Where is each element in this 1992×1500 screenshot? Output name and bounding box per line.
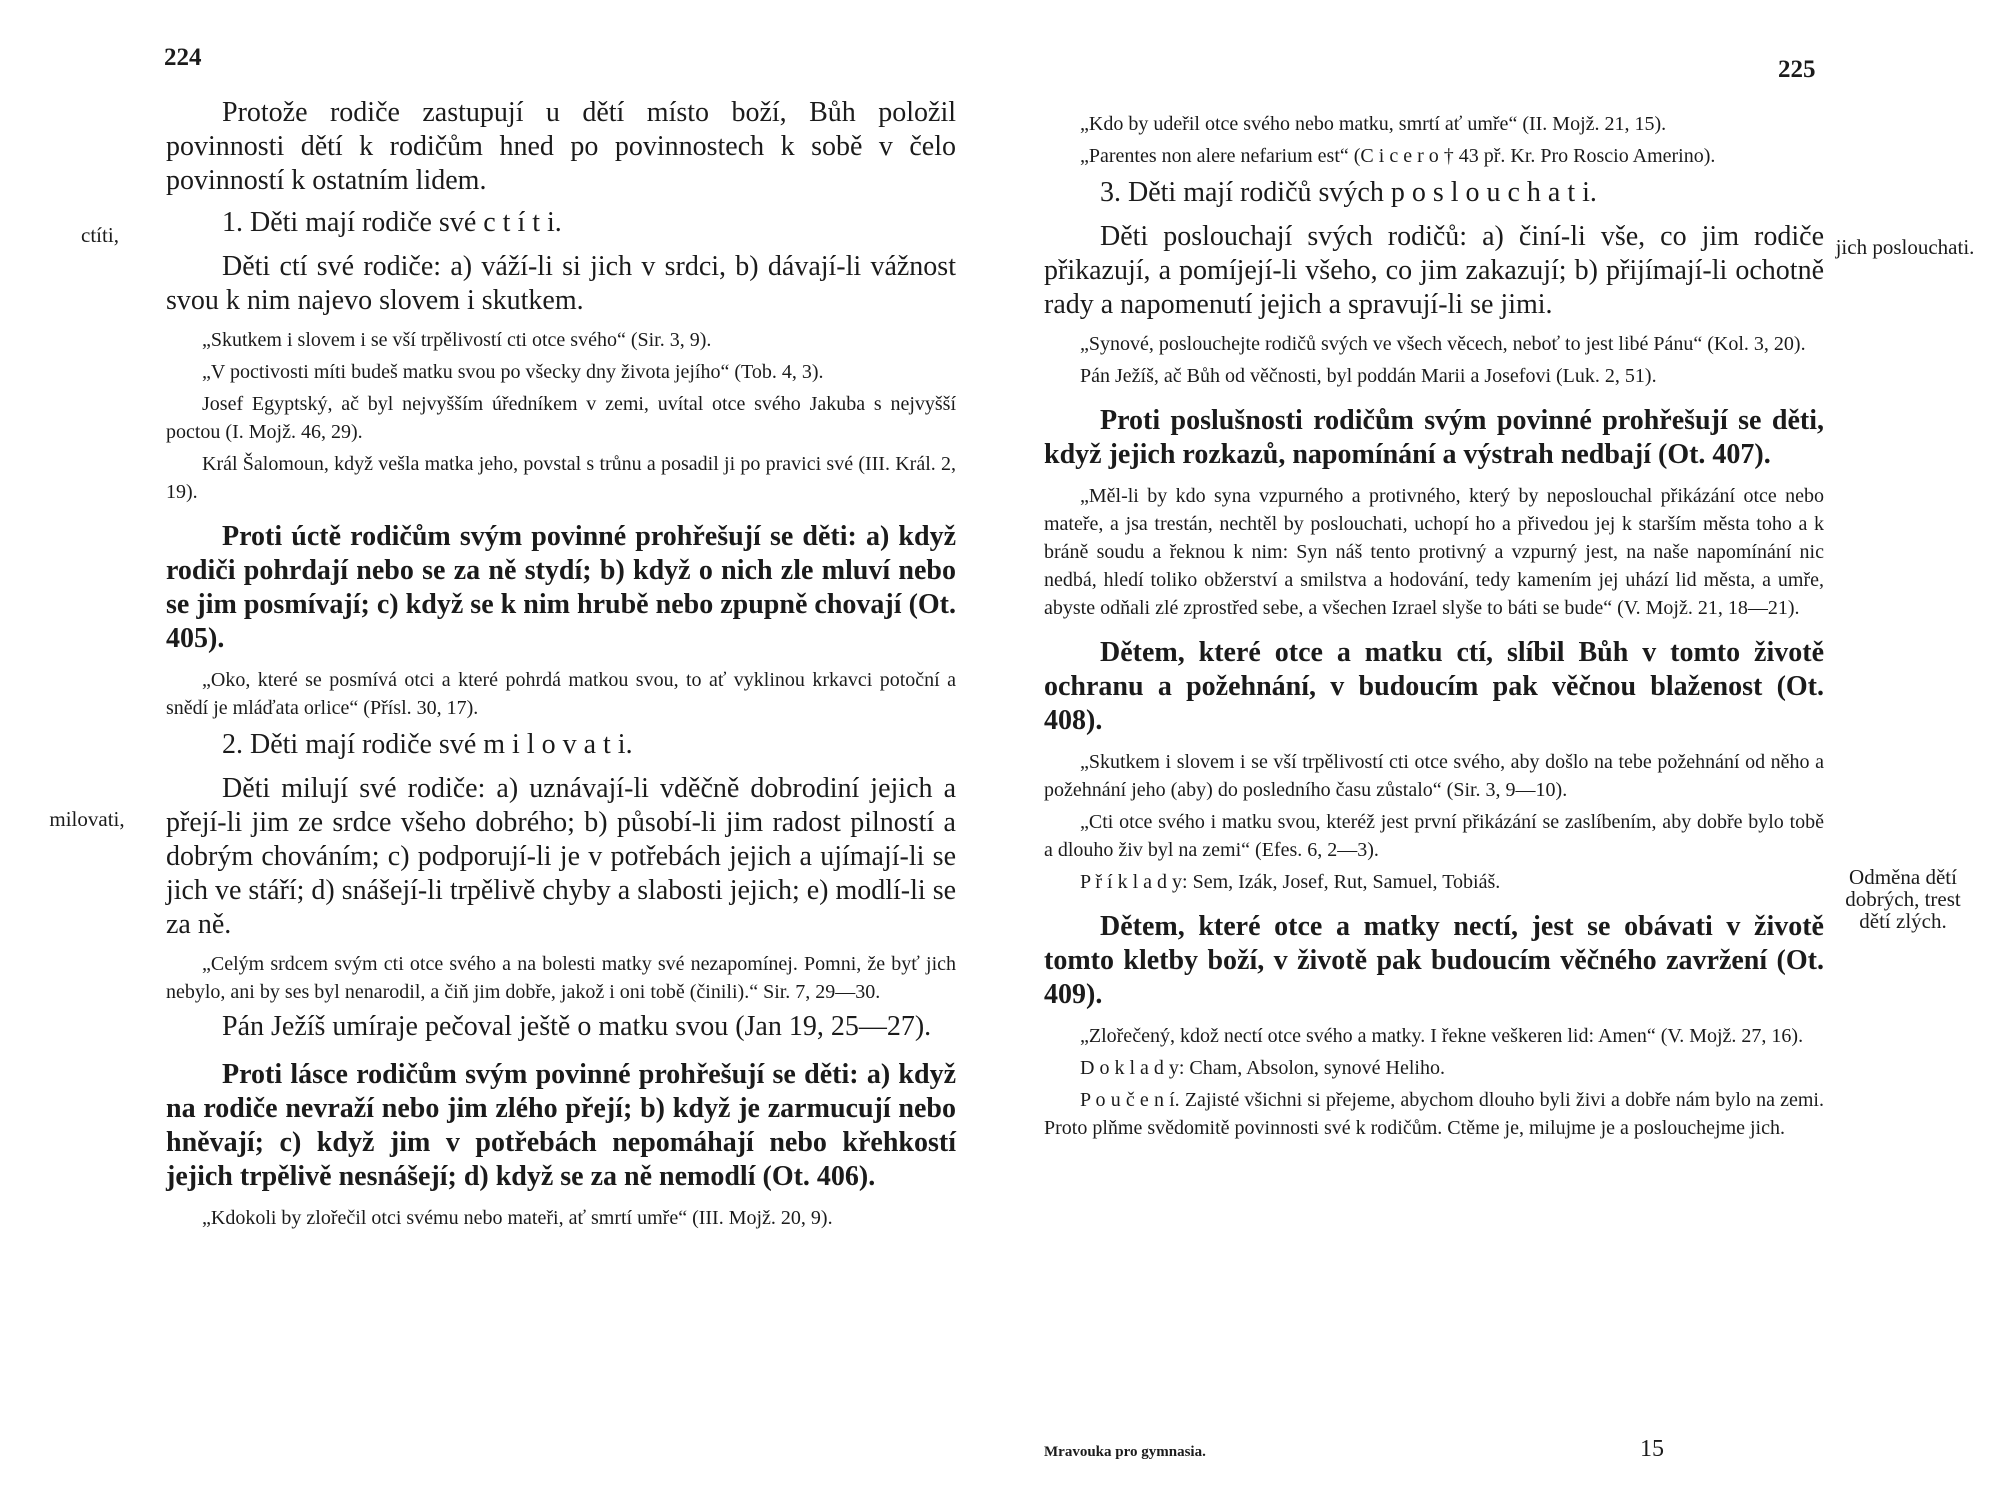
section-heading-poslouchati: 3. Děti mají rodičů svých p o s l o u c h a t i. [1100, 177, 1597, 208]
quote-efes-6-2: „Cti otce svého i matku svou, kteréž jest první přikázání se zaslíbením, aby dobře bylo tobě a dlouho živ byl na zemi“ (Efes. 6, 2—3). [1044, 811, 1824, 861]
quote-cicero: „Parentes non alere nefarium est“ (C i c e r o † 43 př. Kr. Pro Roscio Amerino). [1080, 145, 1716, 167]
bold-rule-ot-405: Proti úctě rodičům svým povinné prohřešují se děti: a) když rodiči pohrdají nebo se za ně stydí; b) když o nich zle mluví nebo se jim posmívají; c) když se k nim hrubě nebo zpupně chovají (Ot. 405). [166, 521, 956, 654]
quote-mojz-27-16: „Zlořečený, kdož nectí otce svého a matky. I řekne veškeren lid: Amen“ (V. Mojž. 27, 16). [1080, 1025, 1804, 1047]
paragraph-milovati-definition: Děti milují své rodiče: a) uznávají-li vděčně dobrodiní jejich a přejí-li jim ze srdce všeho dobrého; b) působí-li jim radost pilností a dobrým chováním; c) podporují-li je v potřebách jejich a ujímají-li se jich ve stáří; d) snášejí-li trpělivě chyby a slabosti jejich; e) modlí-li se za ně. [166, 773, 957, 940]
page-number-left: 224 [164, 44, 202, 71]
examples-priklady: P ř í k l a d y: Sem, Izák, Josef, Rut, Samuel, Tobiáš. [1080, 871, 1501, 893]
section-heading-ctiti: 1. Děti mají rodiče své c t í t i. [222, 207, 562, 238]
examples-doklady: D o k l a d y: Cham, Absolon, synové Heliho. [1080, 1057, 1445, 1079]
quote-sirach-7-29: „Celým srdcem svým cti otce svého a na bolesti matky své nezapomínej. Pomni, že byť jich nebylo, ani by ses byl nenarodil, a čiň jim dobře, jakož i oni tobě (činili).“ Sir. 7, 29—30. [166, 953, 956, 1003]
quote-kol-3-20: „Synové, poslouchejte rodičů svých ve všech věcech, neboť to jest libé Pánu“ (Kol. 3, 20). [1080, 333, 1806, 355]
example-josef: Josef Egyptský, ač byl nejvyšším úředníkem v zemi, uvítal otce svého Jakuba s nejvyšší poctou (I. Mojž. 46, 29). [166, 393, 956, 443]
paragraph-ctiti-definition: Děti ctí své rodiče: a) váží-li si jich v srdci, b) dávají-li vážnost svou k nim najevo slovem i skutkem. [166, 251, 956, 316]
left-page [0, 0, 990, 1500]
margin-note-milovati: milovati, [49, 807, 125, 831]
quote-mojz-20-9: „Kdokoli by zlořečil otci svému nebo mateři, ať smrtí umře“ (III. Mojž. 20, 9). [202, 1207, 833, 1229]
example-pan-jezis-luk: Pán Ježíš, ač Bůh od věčnosti, byl poddán Marii a Josefovi (Luk. 2, 51). [1080, 365, 1657, 387]
paragraph-pan-jezis-jan: Pán Ježíš umíraje pečoval ještě o matku svou (Jan 19, 25—27). [222, 1011, 932, 1042]
quote-sirach-3-9: „Skutkem i slovem i se vší trpělivostí cti otce svého“ (Sir. 3, 9). [202, 329, 712, 351]
page-number-right: 225 [1778, 56, 1816, 83]
quote-tobias-4-3: „V poctivosti míti budeš matku svou po všecky dny života jejího“ (Tob. 4, 3). [202, 361, 824, 383]
quote-sirach-3-9-10: „Skutkem i slovem i se vší trpělivostí cti otce svého, aby došlo na tebe požehnání od něho a požehnání jeho (aby) do posledního času zůstalo“ (Sir. 3, 9—10). [1044, 751, 1824, 801]
bold-rule-ot-409: Dětem, které otce a matky nectí, jest se obávati v životě tomto kletby boží, v životě pak budoucím věčného zavržení (Ot. 409). [1044, 911, 1824, 1010]
bold-rule-ot-406: Proti lásce rodičům svým povinné prohřešují se děti: a) když na rodiče nevraží nebo jim zlého přejí; b) když je zarmucují nebo hněvají; c) když jim v potřebách nepomáhají nebo křehkostí jejich trpělivě nesnášejí; d) když se za ně nemodlí (Ot. 406). [166, 1059, 956, 1192]
quote-prisl-30-17: „Oko, které se posmívá otci a které pohrdá matkou svou, to ať vyklinou krkavci potoční a snědí je mláďata orlice“ (Přísl. 30, 17). [166, 669, 956, 719]
quote-mojz-21-18: „Měl-li by kdo syna vzpurného a protivného, který by neposlouchal přikázání otce nebo mateře, a jsa trestán, nechtěl by poslouchati, uchopí ho a přivedou jej k starším města toho a k bráně soudu a řeknou k nim: Syn náš tento protivný a vzpurný jest, na naše napomínání nic nedbá, hledí toliko obžerství a smilstva a hodování, tedy kamením jej uhází lid města, a umře, abyste odňali zlé zprostřed sebe, a všechen Izrael slyše to báti se bude“ (V. Mojž. 21, 18—21). [1044, 485, 1824, 619]
margin-note-poslouchati: jich poslouchati. [1835, 235, 1975, 259]
paragraph-poslouchati-definition: Děti poslouchají svých rodičů: a) činí-li vše, co jim rodiče přikazují, a pomíjejí-li všeho, co jim zakazují; b) přijímají-li ochotně rady a napomenutí jejich a spravují-li se jimi. [1044, 221, 1824, 320]
right-page [1000, 0, 1992, 1500]
left-text-column [166, 96, 956, 1236]
right-text-column [1044, 110, 1824, 1146]
intro-paragraph: Protože rodiče zastupují u dětí místo boží, Bůh položil povinnosti dětí k rodičům hned po povinnostech k sobě v čelo povinností k ostatním lidem. [166, 97, 956, 196]
bold-rule-ot-407: Proti poslušnosti rodičům svým povinné prohřešují se děti, když jejich rozkazů, napomínání a výstrah nedbají (Ot. 407). [1044, 405, 1824, 470]
bold-rule-ot-408: Dětem, které otce a matku ctí, slíbil Bůh v tomto životě ochranu a požehnání, v budoucím pak věčnou blaženost (Ot. 408). [1044, 637, 1824, 736]
example-salomoun: Král Šalomoun, když vešla matka jeho, povstal s trůnu a posadil ji po pravici své (III. Král. 2, 19). [166, 453, 956, 503]
margin-note-odmena: Odměna dětí dobrých, trest dětí zlých. [1845, 865, 1961, 933]
signature-number: 15 [1640, 1436, 1664, 1462]
quote-mojz-21-15: „Kdo by udeřil otce svého nebo matku, smrtí ať umře“ (II. Mojž. 21, 15). [1080, 113, 1667, 135]
margin-note-ctiti: ctíti, [81, 223, 119, 247]
lesson-pouceni: P o u č e n í. Zajisté všichni si přejeme, abychom dlouho byli živi a dobře nám bylo na zemi. Proto plňme svědomitě povinnosti své k rodičům. Ctěme je, milujme je a poslouchejme jich. [1044, 1089, 1824, 1139]
footer-label: Mravouka pro gymnasia. [1044, 1444, 1206, 1460]
section-heading-milovati: 2. Děti mají rodiče své m i l o v a t i. [222, 729, 633, 760]
